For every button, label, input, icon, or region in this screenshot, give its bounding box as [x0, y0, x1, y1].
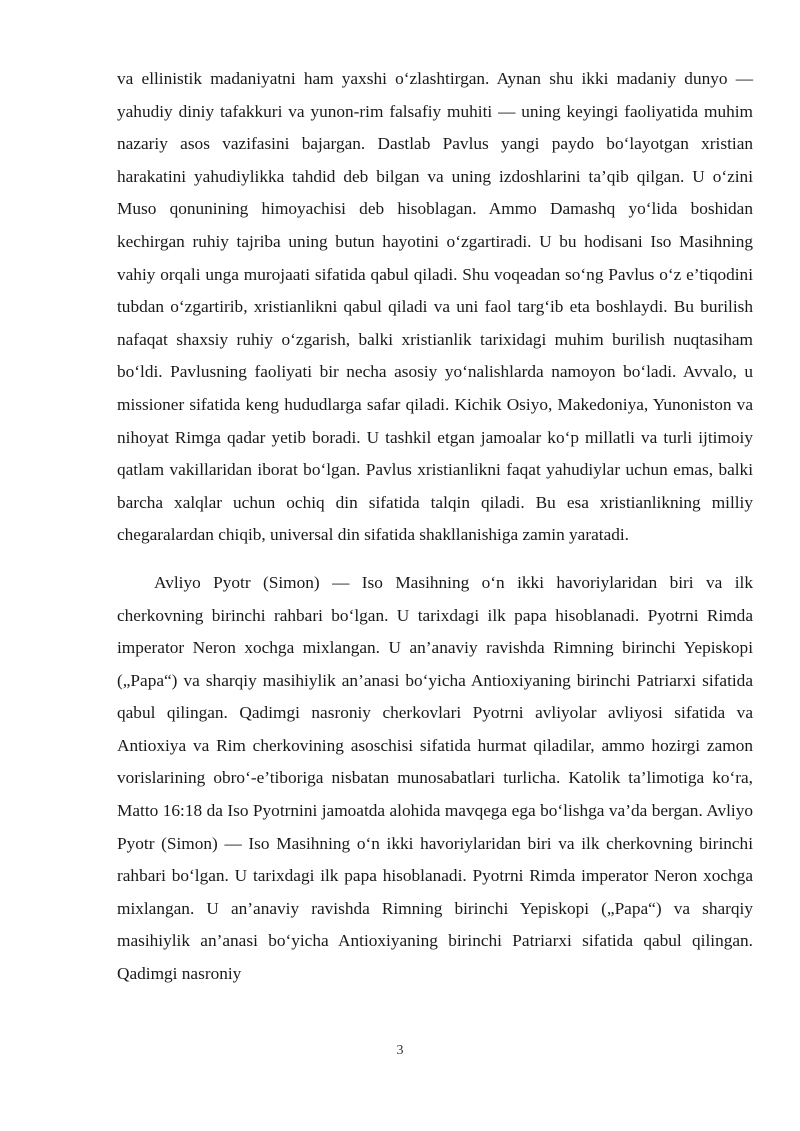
body-paragraph: Avliyo Pyotr (Simon) — Iso Masihning o‘n ikki havoriylaridan biri va ilk cherkovning birinchi rahbari bo‘lgan. U tarixdagi ilk papa hisoblanadi. Pyotrni Rimda imperator Neron xochga mixlangan. U an’anaviy ravishda Rimning birinchi Yepiskopi („Papa“) va sharqiy masihiylik an’anasi bo‘yicha Antioxiyaning birinchi Patriarxi sifatida qabul qilingan. Qadimgi nasroniy cherkovlari Pyotrni avliyolar avliyosi sifatida va Antioxiya va Rim cherkovining asoschisi sifatida hurmat qiladilar, ammo hozirgi zamon vorislarining obro‘-e’tiboriga nisbatan munosabatlari turlicha. Katolik ta’limotiga ko‘ra, Matto 16:18 da Iso Pyotrnini jamoatda alohida mavqega ega bo‘lishga va’da bergan. Avliyo Pyotr (Simon) — Iso Masihning o‘n ikki havoriylaridan biri va ilk cherkovning birinchi rahbari bo‘lgan. U tarixdagi ilk papa hisoblanadi. Pyotrni Rimda imperator Neron xochga mixlangan. U an’anaviy ravishda Rimning birinchi Yepiskopi („Papa“) va sharqiy masihiylik an’anasi bo‘yicha Antioxiyaning birinchi Patriarxi sifatida qabul qilingan. Qadimgi nasroniy	[117, 572, 753, 984]
body-paragraph: va ellinistik madaniyatni ham yaxshi o‘zlashtirgan. Aynan shu ikki madaniy dunyo — yahudiy diniy tafakkuri va yunon-rim falsafiy muhiti — uning keyingi faoliyatida muhim nazariy asos vazifasini bajargan. Dastlab Pavlus yangi paydo bo‘layotgan xristian harakatini yahudiylikka tahdid deb bilgan va uning izdoshlarini ta’qib qilgan. U o‘zini Muso qonunining himoyachisi deb hisoblagan. Ammo Damashq yo‘lida boshidan kechirgan ruhiy tajriba uning butun hayotini o‘zgartiradi. U bu hodisani Iso Masihning vahiy orqali unga murojaati sifatida qabul qiladi. Shu voqeadan so‘ng Pavlus o‘z e’tiqodini tubdan o‘zgartirib, xristianlikni qabul qiladi va uni faol targ‘ib eta boshlaydi. Bu burilish nafaqat shaxsiy ruhiy o‘zgarish, balki xristianlik tarixidagi muhim burilish nuqtasiham bo‘ldi. Pavlusning faoliyati bir necha asosiy yo‘nalishlarda namoyon bo‘ladi. Avvalo, u missioner sifatida keng hududlarga safar qiladi. Kichik Osiyo, Makedoniya, Yunoniston va nihoyat Rimga qadar yetib boradi. U tashkil etgan jamoalar ko‘p millatli va turli ijtimoiy qatlam vakillaridan iborat bo‘lgan. Pavlus xristianlikni faqat yahudiylar uchun emas, balki barcha xalqlar uchun ochiq din sifatida talqin qiladi. Bu esa xristianlikning milliy chegaralardan chiqib, universal din sifatida shakllanishiga zamin yaratadi.	[117, 69, 753, 545]
page-number: 3	[396, 1043, 404, 1058]
document-page	[117, 60, 753, 991]
